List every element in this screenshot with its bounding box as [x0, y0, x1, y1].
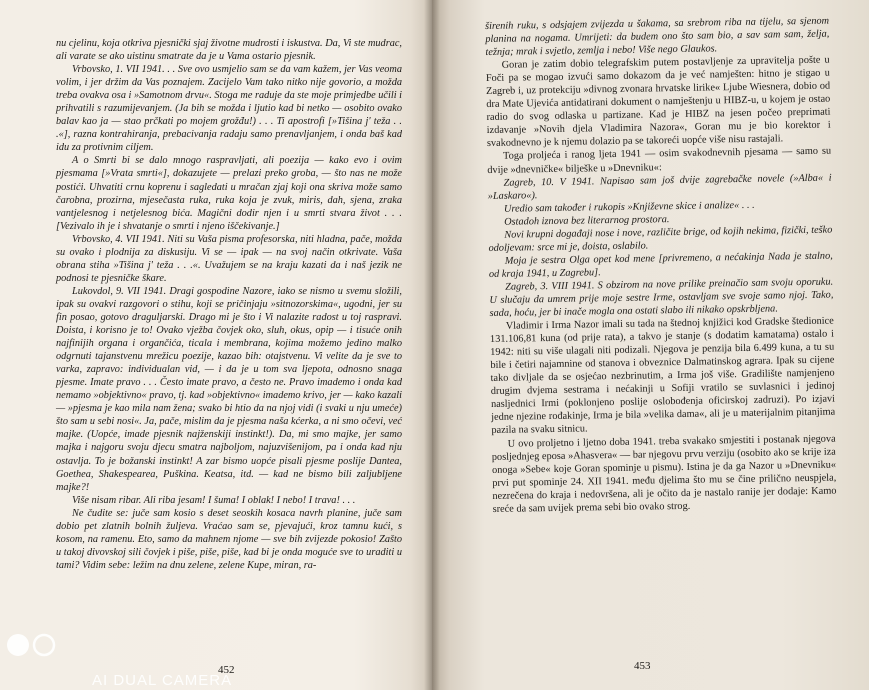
paragraph: Vrbovsko, 4. VII 1941. Niti su Vaša pisma profesorska, niti hladna, pače, možda su ovako i plodnija za diskusiju. Vi se — ipak — na svoj način otkrivate. Vaša obrana stiha »Tišina j' teža . . .«. Uvažujem se na kraju kazati da i naš jezik ne podnosi te pjesničke škare. — [56, 233, 402, 284]
right-page-number: 453 — [634, 660, 651, 672]
left-page-text — [56, 37, 402, 572]
paragraph: Goran je zatim dobio telegrafskim putem postavljenje za upravitelja pošte u Foči pa se mogao izvući samo dokazom da je već namješten: hitno je stigao u Zagreb i, uz protekciju »divnog zvonara hrvatske lirike« Ljube Wiesnera, dobio od dra Mate Ujevića antidatirani dokument o namještenju u HIBZ-u, u kojem je ostao radio do svog odlaska u partizane. Kad je HIBZ na jesen počeo preprimati izdavanje »Novih djela Vladimira Nazora«, Goran mu je bio korektor i svakodnevno je k njemu dolazio pa se takoreći uopće više nisu rastajali. — [485, 54, 831, 150]
paragraph: Zagreb, 3. VIII 1941. S obzirom na nove prilike preinačio sam svoju oporuku. U slučaju da umrem prije moje sestre Irme, ostavljam sve svoje samo njoj. Tako, sada, hoću, jer bi inače mogla ona ostati slabo ili nikako opskrbljena. — [489, 276, 834, 319]
camera-logo-icon — [4, 630, 64, 660]
paragraph: A o Smrti bi se dalo mnogo raspravljati, ali poezija — kako evo i ovim pjesmama [»Vrata smrti«], dokazujete — prelazi preko groba, — što nas ne može postići. Uhvatiti crnu koprenu i sagledati u mračan zjaj koji ona skriva može samo čarobna, prozirna, mjesečasta ruka, ruka koja je zvuk, miris, dah, sjena, zraka vantjelesnog i netjelesnog bića. Magični dodir njen i u smrti stvara život . . . [Vezivalo ih je i shvatanje o smrti i njeno iščekivanje.] — [56, 155, 402, 232]
paragraph: Vladimir i Irma Nazor imali su tada na štednoj knjižici kod Gradske štedionice 131.106,81 kuna (od prije rata), a takvo je stanje (s dodatim kamatama) ostalo i 1942: niti su više ulagali niti podizali. Njegova je penzija bila 6.499 kuna, a tu su bile i četiri najamnine od stanova i obveznice Dalmatinskog agrara. Ipak su cijene tako divljale da se osjećao nezbrinutim, a Irma još više. Gradilište namjenjeno drugim dvjema sestrama i nećakinji u Sofiji vratilo se suvlasnici i jedinoj nasljednici Irmi (poklonjeno poslije oslobođenja oficirskoj zadruzi). Po izjavi jedne njezine rođakinje, Irma je bila »velika dama«, ali je u materijalnim pitanjima pazila na svaku sitnicu. — [489, 315, 836, 437]
paragraph: Zagreb, 10. V 1941. Napisao sam još dvije zagrebačke novele (»Alba« i »Laskaro«). — [487, 172, 832, 202]
paragraph: Novi krupni događaji nose i nove, različite brige, od kojih nekima, fizički, teško odoljevam: srce mi je, doista, oslabilo. — [488, 224, 833, 254]
left-page-number: 452 — [218, 664, 235, 676]
watermark-text: AI DUAL CAMERA — [92, 672, 233, 689]
left-page — [0, 0, 432, 690]
paragraph: Lukovdol, 9. VII 1941. Dragi gospodine Nazore, iako se nismo u svemu složili, ipak su ovakvi razgovori o stihu, koji se pričinjaju »sitnozorskima«, ugodni, jer su fin posao, gotovo draguljarski. Drago mi je što i Vi nalazite radost u toj raspravi. Doista, i korisno je to! Ovako vježba čovjek oko, sluh, okus, opip — i tisuće onih najfinijih organa i organčića, ticala i membrana, kojima možemo jedino malko odgrnuti tajanstvenu mrežicu poezije, kazao bih: otajstvenu. Vi velite da je sve to varka, zapravo: individualan vid, — i da je u tom sva ljepota, odnosno snaga pjesme. Imate pravo . . . Često imate pravo, a često ne. Pravo imademo i onda kad nemamo »objektivno« pravo, tj. kad »objektivno« imademo krivo, jer — kako kazali — »pjesma je kao mila nam žena; svako bi htio da na njoj vidi (i svaki u nju umeće) što sam u sebi nosi«. Ja, pače, mislim da je pjesma naša kćerka, a ni smo očevi, već majke. (Uopće, imade pjesnik najženskiji instinkt!). Da, mi smo majke, jer samo majka i najgoru svoju djecu smatra najboljom, najuzvišenijom, pa i onda kad nju ostavlja. To je božanski instinkt! A zar bismo uopće pisali pjesme poslije Dantea, Goethea, Shakespearea, Puškina. Keatsa, itd. — kad ne bismo bili zaljubljene majke?! — [56, 285, 402, 493]
paragraph: Više nisam ribar. Ali riba jesam! I šuma! I oblak! I nebo! I trava! . . . — [72, 494, 356, 506]
paragraph: širenih ruku, s odsjajem zvijezda u šakama, sa srebrom riba na tijelu, sa sjenom planina na nogama. Umrijeti: da budem ono što sam bio, a sav sam sam, želja, težnja; mrak i svjetlo, zemlja i nebo! Više nego Glaukos. — [485, 15, 830, 59]
paragraph: Toga proljeća i ranog ljeta 1941 — osim svakodnevnih pjesama — samo su dvije »dnevničke« bilješke u »Dnevniku«: — [487, 146, 832, 176]
right-page-text — [485, 15, 837, 516]
paragraph: Uredio sam također i rukopis »Književne skice i analize« . . . — [503, 199, 755, 215]
book-gutter — [424, 0, 440, 690]
paragraph: Ne čudite se: juče sam kosio s deset seoskih kosaca navrh planine, juče sam dobio pet zlatnih bolnih žuljeva. Vraćao sam se, pjevajući, kroz tamnu kući, s kosom, na ramenu. Eto, samo da mahnem njome — sve bih zvijezde pokosio! Zašto u takoj divovskoj sili čovjek i piše, piše, piše, kad bi je onda moguće sve to uraditi u tami? Vidim sebe: ležim na dnu zelene, zelene Kupe, miran, ra- — [56, 507, 402, 571]
right-page — [432, 0, 869, 690]
paragraph: Ostadoh iznova bez literarnog prostora. — [504, 213, 670, 228]
paragraph: nu cjelinu, koja otkriva pjesnički sjaj životne mudrosti i iskustva. Da, Vi ste mudrac, ali varate se ako uistinu smatrate da je u Vama ostario pjesnik. — [56, 38, 402, 63]
paragraph: Moja je sestra Olga opet kod mene [privremeno, a nećakinja Nada je stalno, od kraja 1941, u Zagrebu]. — [488, 250, 833, 280]
paragraph: Vrbovsko, 1. VII 1941. . . Sve ovo usmjelio sam se da vam kažem, jer Vas veoma volim, i jer držim da Vas poznajem. Zacijelo Vam tako nitko nije govorio, a možda treba ovakva osa i »Samotnom drvu«. Stoga me raduje da ste moje primjedbe učili i prihvatili s razumijevanjem. (Ja bih se možda i ljutio kad bi netko — osobito ovako balav kao ja — stao prčkati po mojem grožđu!) . . . Ti apostrofi [»Tišina j' teža . . .«], razna kontrahiranja, prebacivanja radaju samo prenavljanjem, i onda baš kad idu za protivnim ciljem. — [56, 64, 402, 154]
paragraph: U ovo proljetno i ljetno doba 1941. treba svakako smjestiti i postanak njegova posljednjeg eposa »Ahasvera« — bar njegovu prvu verziju (osobito ako se krije iza onoga »Sebe« koje Goran spominje u pismu). Istina je da ga Nazor u »Dnevniku« prvi put spominje 24. XII 1941. među djelima što mu se čine prilično neuspjela, nezrečena do kraja i nedovršena, ali je očito da je nastalo ranije jer dodaje: Kamo sreće da sam uvijek prema sebi bio ovako strog. — [491, 433, 837, 515]
